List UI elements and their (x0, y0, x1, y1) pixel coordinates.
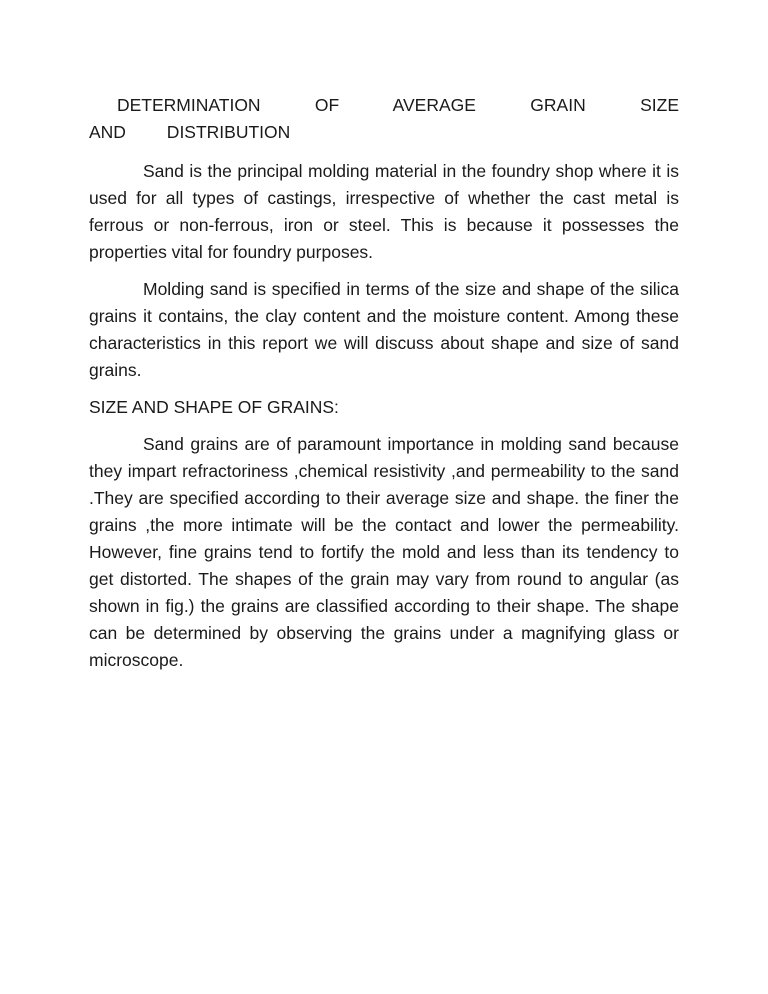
section-paragraph: Sand grains are of paramount importance in molding sand because they impart refractoriness ,chemical resistivity ,and permeability to the sand .They are specified according to their average size and shape. the finer the grains ,the more intimate will be the contact and lower the permeability. However, fine grains tend to fortify the mold and less than its tendency to get distorted. The shapes of the grain may vary from round to angular (as shown in fig.) the grains are classified according to their shape. The shape can be determined by observing the grains under a magnifying glass or microscope. (89, 434, 679, 670)
section-heading: SIZE AND SHAPE OF GRAINS: (89, 397, 339, 417)
document-title: DETERMINATION OF AVERAGE GRAIN SIZE AND DISTRIBUTION (89, 95, 679, 142)
intro-paragraph: Sand is the principal molding material in the foundry shop where it is used for all types of castings, irrespective of whether the cast metal is ferrous or non-ferrous, iron or steel. This is because it possesses the properties vital for foundry purposes. (89, 161, 679, 262)
document-page (89, 92, 679, 684)
molding-sand-paragraph: Molding sand is specified in terms of the size and shape of the silica grains it contains, the clay content and the moisture content. Among these characteristics in this report we will discuss about shape and size of sand grains. (89, 279, 679, 380)
